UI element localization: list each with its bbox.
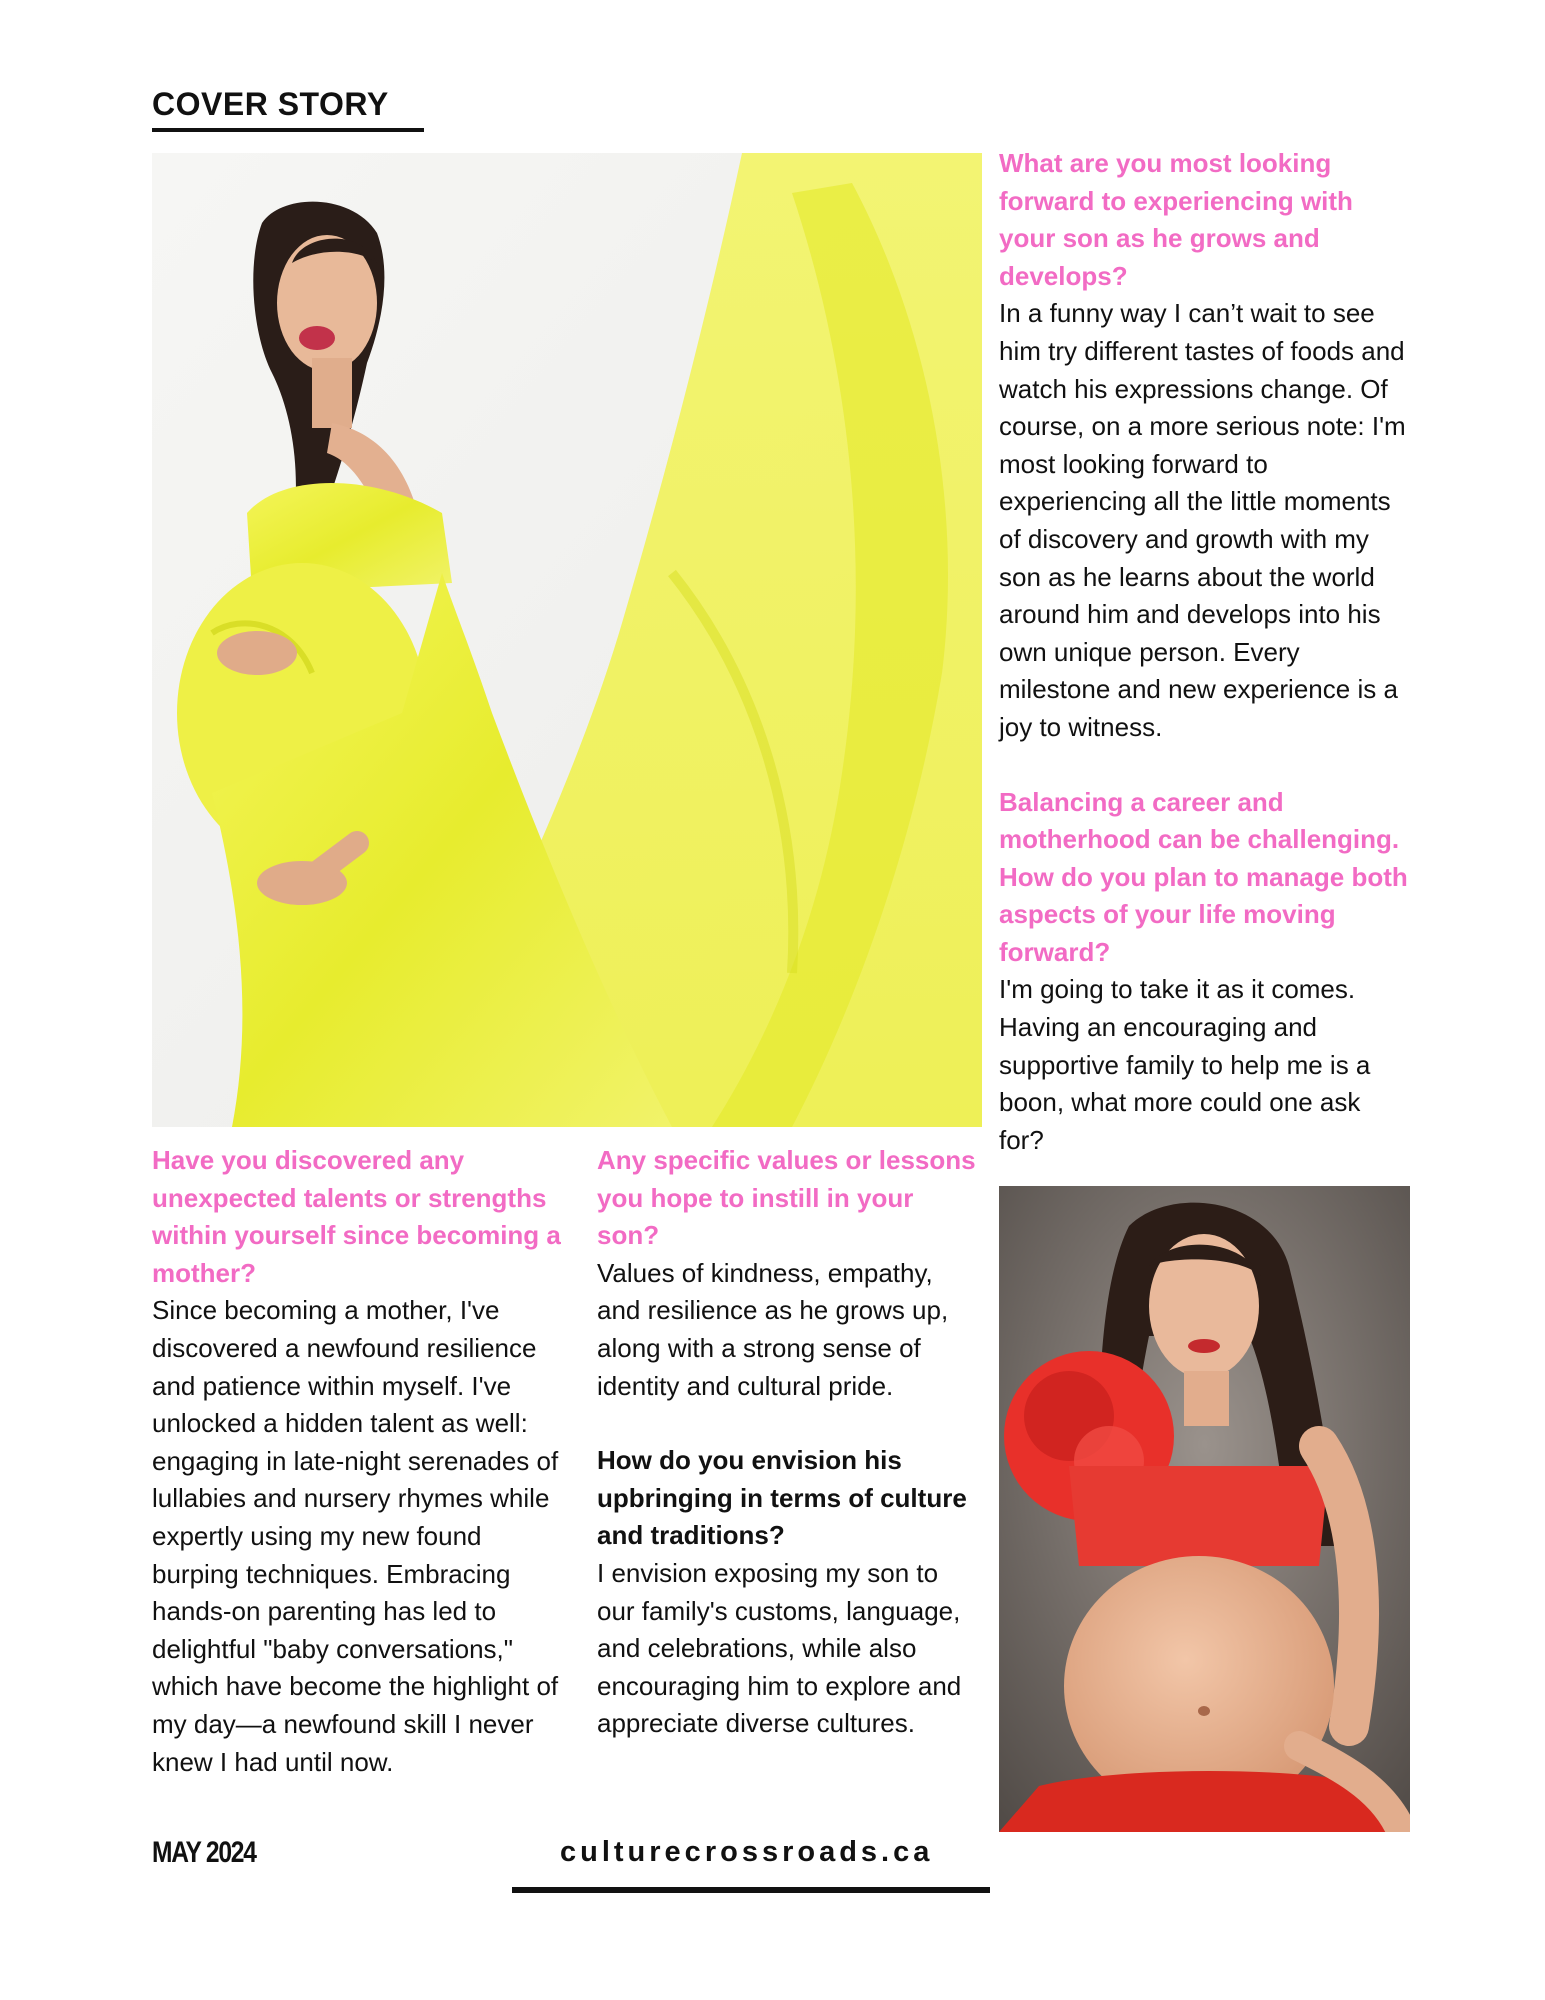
answer-values-lessons: Values of kindness, empathy, and resilience as he grows up, along with a strong sense of identity and cultural pride. xyxy=(597,1257,949,1401)
answer-unexpected-talents: Since becoming a mother, I've discovered a newfound resilience and patience within myself. I've unlocked a hidden talent as well: engaging in late-night serenades of lullabies and nursery rhymes while expertly using my new found burping techniques. Embracing hands-on parenting has led to delightful "baby conversations," which have become the highlight of my day—a newfound skill I never knew I had until now. xyxy=(152,1295,559,1777)
section-rule xyxy=(152,128,424,132)
question-career-balance: Balancing a career and motherhood can be challenging. How do you plan to manage both aspects of your life moving forward? xyxy=(999,786,1408,967)
right-column xyxy=(999,145,1409,1159)
main-photo xyxy=(152,153,982,1127)
issue-date: MAY 2024 xyxy=(152,1836,256,1869)
answer-looking-forward: In a funny way I can’t wait to see him try different tastes of foods and watch his expressions change. Of course, on a more serious note: I'm most looking forward to experiencing all the little moments of discovery and growth with my son as he learns about the world around him and develops into his own unique person. Every milestone and new experience is a joy to witness. xyxy=(999,298,1406,742)
footer-rule xyxy=(512,1887,990,1893)
question-culture-traditions: How do you envision his upbringing in terms of culture and traditions? xyxy=(597,1445,967,1551)
left-column xyxy=(152,1142,572,1781)
website-link[interactable]: culturecrossroads.ca xyxy=(560,1836,934,1868)
section-label: COVER STORY xyxy=(152,86,389,122)
answer-culture-traditions: I envision exposing my son to our family's customs, language, and celebrations, while also encouraging him to explore and appreciate diverse cultures. xyxy=(597,1557,962,1739)
question-unexpected-talents: Have you discovered any unexpected talents or strengths within yourself since becoming a mother? xyxy=(152,1145,561,1288)
question-values-lessons: Any specific values or lessons you hope to instill in your son? xyxy=(597,1145,976,1251)
secondary-photo xyxy=(999,1186,1410,1832)
answer-career-balance: I'm going to take it as it comes. Having an encouraging and supportive family to help me is a boon, what more could one ask for? xyxy=(999,974,1371,1155)
question-looking-forward: What are you most looking forward to experiencing with your son as he grows and develops? xyxy=(999,148,1353,291)
middle-column xyxy=(597,1142,982,1743)
